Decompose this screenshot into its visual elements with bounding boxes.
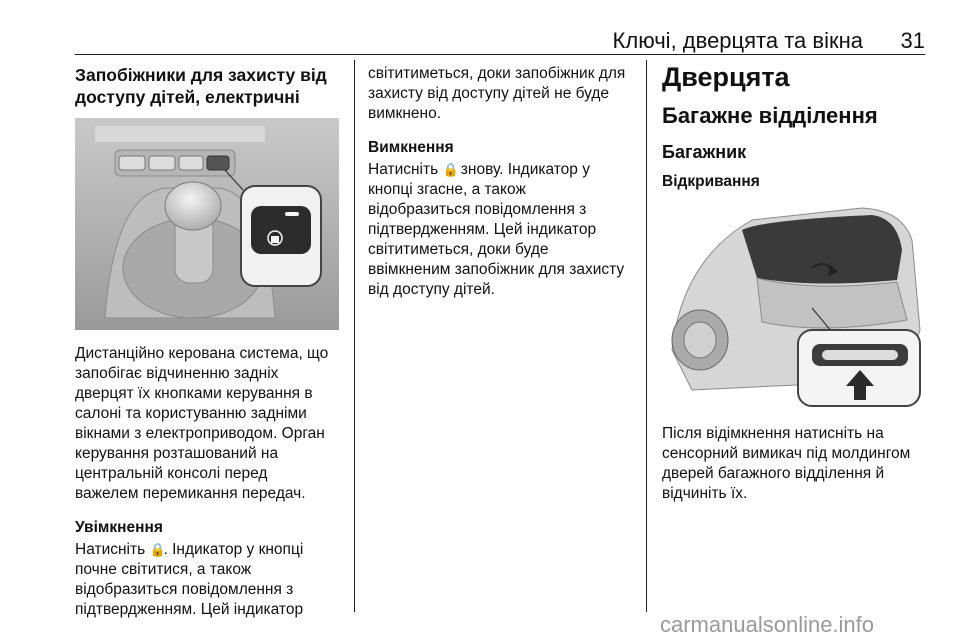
off-paragraph — [368, 160, 638, 300]
subheading-off: Вимкнення — [368, 139, 454, 156]
subheading-on: Увімкнення — [75, 519, 163, 536]
heading-line: доступу дітей, електричні — [75, 87, 300, 107]
section-heading — [75, 64, 345, 108]
column-divider-2 — [646, 60, 647, 612]
text-line: відобразиться повідомлення з — [368, 201, 587, 218]
text-line: Дистанційно керована система, що — [75, 345, 329, 362]
text-line: запобігає відчиненню задніх — [75, 365, 279, 382]
text-line: світитиметься, доки буде — [368, 241, 549, 258]
heading-line: Запобіжники для захисту від — [75, 65, 327, 85]
continued-paragraph — [368, 64, 638, 124]
console-illustration — [75, 118, 339, 330]
body-paragraph — [662, 424, 932, 504]
column-2 — [368, 64, 638, 300]
text-fragment: Натисніть — [368, 161, 439, 178]
on-paragraph — [75, 540, 345, 620]
section-title: Дверцята — [662, 62, 790, 92]
page-header — [75, 28, 925, 54]
text-line: центральній консолі перед — [75, 465, 268, 482]
text-line: почне світитися, а також — [75, 561, 252, 578]
column-1 — [75, 64, 345, 620]
text-line: керування розташований на — [75, 445, 279, 462]
chapter-title: Ключі, дверцята та вікна — [612, 28, 863, 53]
subsection-title: Багажне відділення — [662, 103, 878, 128]
text-fragment: Натисніть — [75, 541, 146, 558]
text-line: сенсорний вимикач під молдингом — [662, 445, 911, 462]
text-line: захисту від доступу дітей не буде — [368, 85, 610, 102]
page-number: 31 — [900, 28, 925, 53]
text-line: дверцят їх кнопками керування в — [75, 385, 313, 402]
text-line: відчиніть їх. — [662, 485, 748, 502]
text-line: вікнами з електроприводом. Орган — [75, 425, 325, 442]
text-line: відобразиться повідомлення з — [75, 581, 294, 598]
text-line: салоні та користуванню задніми — [75, 405, 307, 422]
body-paragraph — [75, 344, 345, 504]
text-line: кнопці згасне, а також — [368, 181, 526, 198]
procedure-title: Відкривання — [662, 173, 760, 190]
text-fragment: . Індикатор у кнопці — [163, 541, 304, 558]
text-line: від доступу дітей. — [368, 281, 495, 298]
text-line — [368, 160, 638, 180]
header-rule — [75, 54, 925, 55]
text-line: вимкнено. — [368, 105, 441, 122]
column-3 — [662, 64, 932, 504]
child-lock-icon: 🔒 — [442, 162, 459, 177]
text-line: дверей багажного відділення й — [662, 465, 885, 482]
topic-title: Багажник — [662, 142, 747, 162]
text-line: світитиметься, доки запобіжник для — [368, 65, 626, 82]
text-line: важелем перемикання передач. — [75, 485, 306, 502]
text-line — [75, 540, 345, 560]
text-line: ввімкненим запобіжник для захисту — [368, 261, 625, 278]
column-divider-1 — [354, 60, 355, 612]
text-line: підтвердженням. Цей індикатор — [368, 221, 597, 238]
watermark: carmanualsonline.info — [660, 612, 875, 637]
tailgate-illustration — [662, 200, 926, 410]
child-lock-icon: 🔒 — [149, 542, 166, 557]
text-fragment: знову. Індикатор у — [456, 161, 590, 178]
text-line: Після відімкнення натисніть на — [662, 425, 884, 442]
text-line: підтвердженням. Цей індикатор — [75, 601, 304, 618]
